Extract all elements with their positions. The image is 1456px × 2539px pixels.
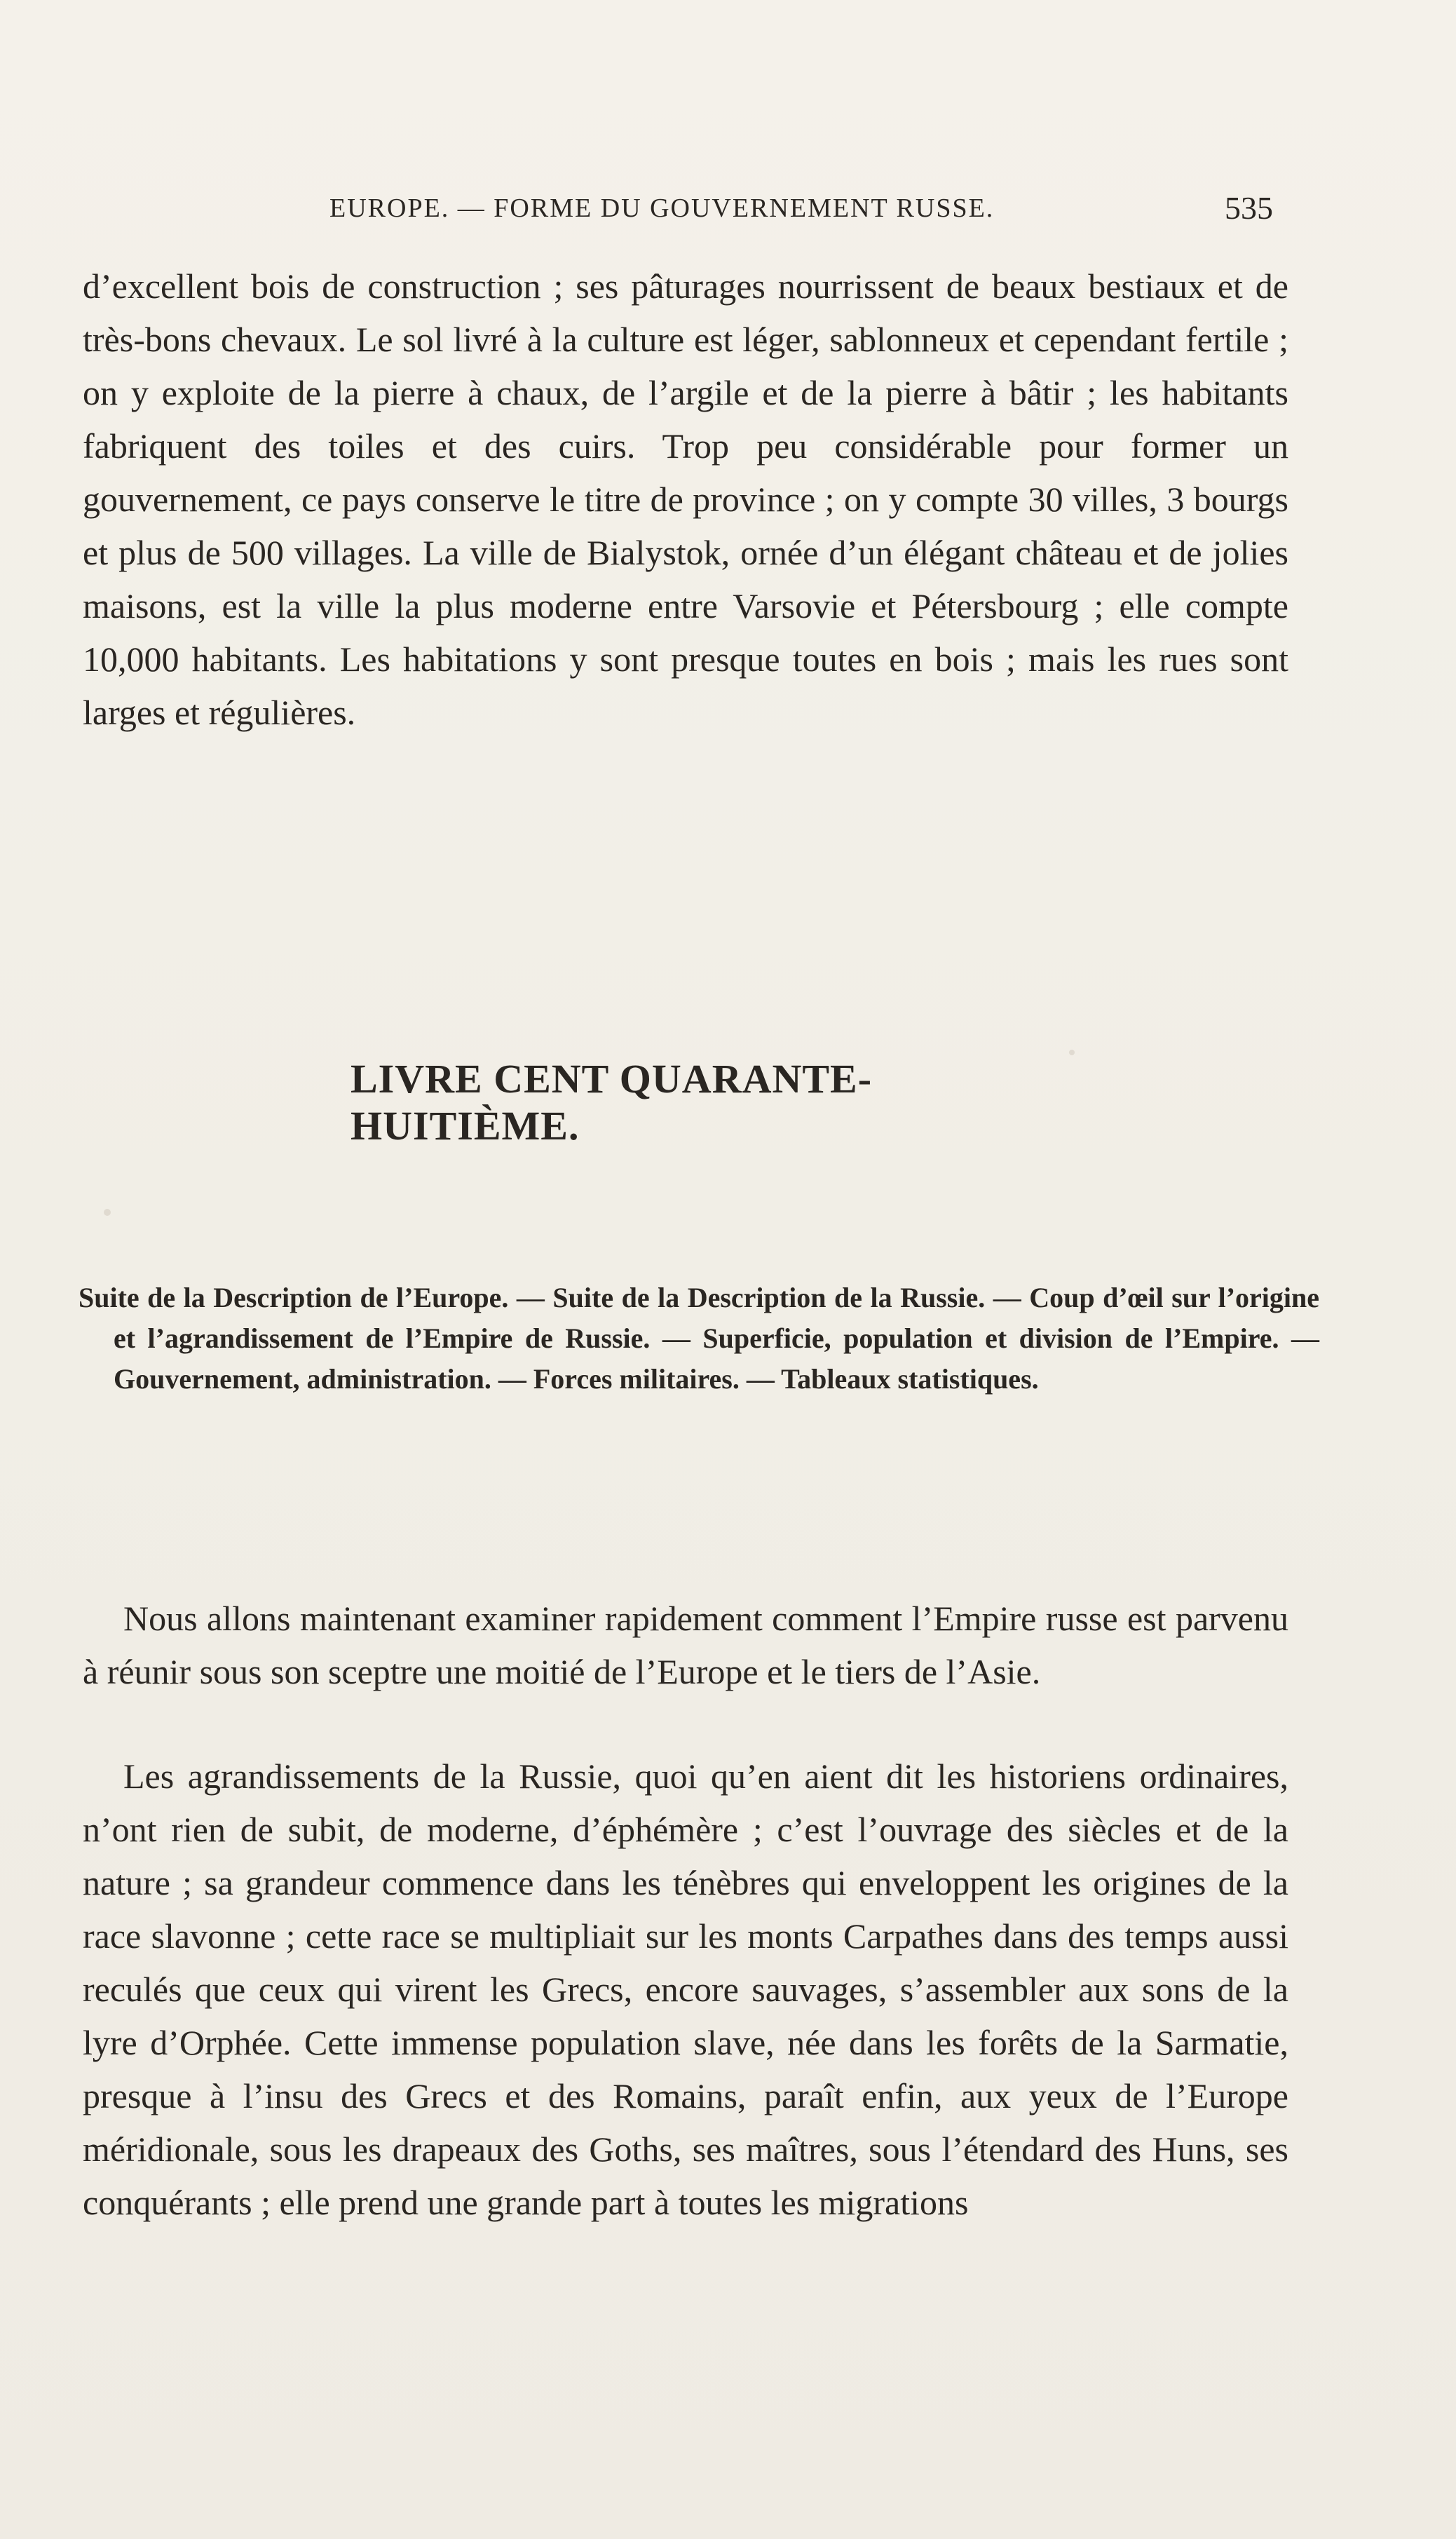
body-paragraph: Nous allons maintenant examiner rapidement comment l’Empire russe est parvenu à réunir sous son sceptre une moitié de l’Europe et le tiers de l’Asie. [83,1599,1288,1691]
book-title: LIVRE CENT QUARANTE-HUITIÈME. [351,1056,873,1149]
body-paragraph: Les agrandissements de la Russie, quoi qu’en aient dit les historiens ordinaires, n’ont rien de subit, de moderne, d’éphémère ; c’est l’ouvrage des siècles et de la nature ; sa grandeur commence dans les ténèbres qui enveloppent les origines de la race slavonne ; cette race se multipliait sur les monts Carpathes dans des temps aussi reculés que ceux qui virent les Grecs, encore sauvages, s’assembler aux sons de la lyre d’Orphée. Cette immense population slave, née dans les forêts de la Sarmatie, presque à l’insu des Grecs et des Romains, paraît enfin, aux yeux de l’Europe méridionale, sous les drapeaux des Goths, ses maîtres, sous l’étendard des Huns, ses conquérants ; elle prend une grande part à toutes les migrations [83,1756,1288,2222]
chapter-summary-text: Suite de la Description de l’Europe. — Suite de la Description de la Russie. — Coup d’œil sur l’origine et l’agrandissement de l’Empire de Russie. — Superficie, population et division de l’Empire. — Gouvernement, administration. — Forces militaires. — Tableaux statistiques. [79,1282,1319,1395]
paper-spot [1069,1050,1075,1055]
running-head: EUROPE. — FORME DU GOUVERNEMENT RUSSE. [329,194,995,223]
chapter-summary [79,1278,1319,1400]
paper-spot [104,1209,111,1216]
continuation-paragraph: d’excellent bois de construction ; ses pâturages nourrissent de beaux bestiaux et de très-bons chevaux. Le sol livré à la culture est léger, sablonneux et cependant fertile ; on y exploite de la pierre à chaux, de l’argile et de la pierre à bâtir ; les habitants fabriquent des toiles et des cuirs. Trop peu considérable pour former un gouvernement, ce pays conserve le titre de province ; on y compte 30 villes, 3 bourgs et plus de 500 villages. La ville de Bialystok, ornée d’un élégant château et de jolies maisons, est la ville la plus moderne entre Varsovie et Pétersbourg ; elle compte 10,000 habitants. Les habitations y sont presque toutes en bois ; mais les rues sont larges et régulières. [83,266,1288,732]
page-number: 535 [1225,190,1273,226]
